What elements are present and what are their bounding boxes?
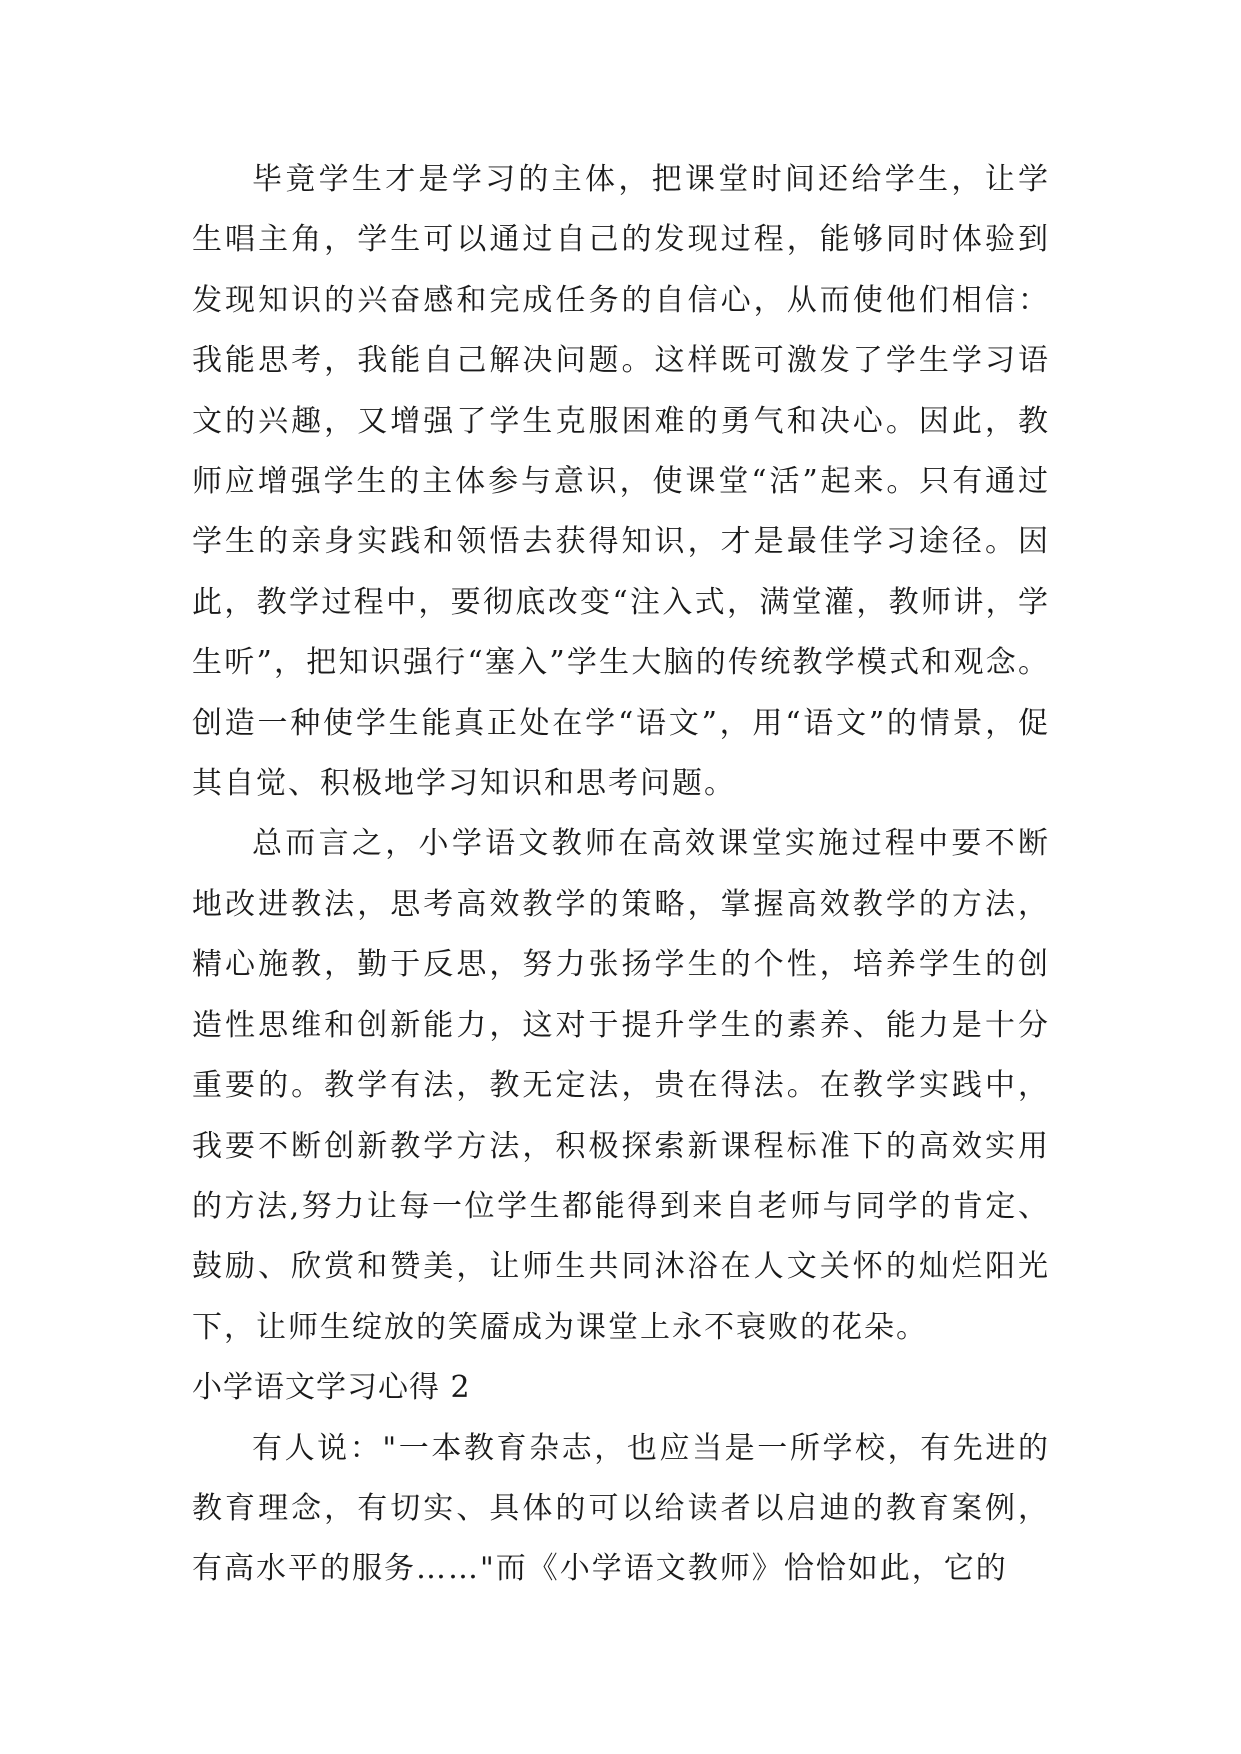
document-page: [192, 150, 1050, 1600]
body-paragraph-1: 毕竟学生才是学习的主体，把课堂时间还给学生，让学生唱主角，学生可以通过自己的发现过程，能够同时体验到发现知识的兴奋感和完成任务的自信心，从而使他们相信：我能思考，我能自己解决问题。这样既可激发了学生学习语文的兴趣，又增强了学生克服困难的勇气和决心。因此，教师应增强学生的主体参与意识，使课堂“活”起来。只有通过学生的亲身实践和领悟去获得知识，才是最佳学习途径。因此，教学过程中，要彻底改变“注入式，满堂灌，教师讲，学生听”，把知识强行“塞入”学生大脑的传统教学模式和观念。创造一种使学生能真正处在学“语文”，用“语文”的情景，促其自觉、积极地学习知识和思考问题。: [192, 162, 1050, 802]
body-paragraph-2: 总而言之，小学语文教师在高效课堂实施过程中要不断地改进教法，思考高效教学的策略，掌握高效教学的方法，精心施教，勤于反思，努力张扬学生的个性，培养学生的创造性思维和创新能力，这对于提升学生的素养、能力是十分重要的。教学有法，教无定法，贵在得法。在教学实践中，我要不断创新教学方法，积极探索新课程标准下的高效实用的方法,努力让每一位学生都能得到来自老师与同学的肯定、鼓励、欣赏和赞美，让师生共同沐浴在人文关怀的灿烂阳光下，让师生绽放的笑靥成为课堂上永不衰败的花朵。: [192, 826, 1050, 1345]
section-heading: 小学语文学习心得 2: [192, 1370, 471, 1406]
body-paragraph-3: 有人说："一本教育杂志，也应当是一所学校，有先进的教育理念，有切实、具体的可以给读者以启迪的教育案例，有高水平的服务……"而《小学语文教师》恰恰如此，它的: [192, 1430, 1050, 1587]
